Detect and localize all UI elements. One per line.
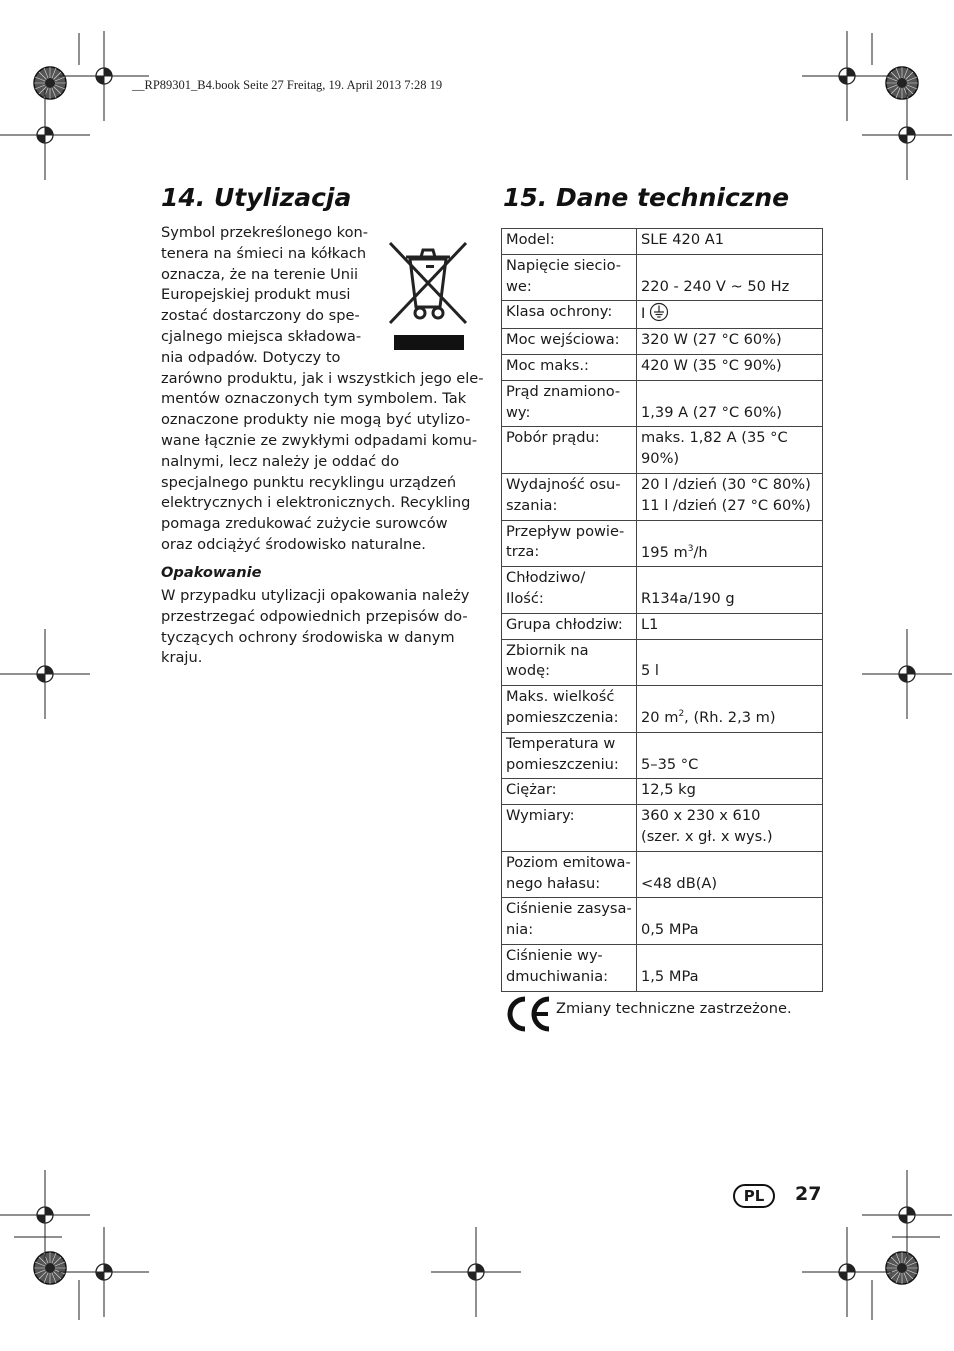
- spec-value-suffix: /h: [693, 543, 708, 561]
- table-row: [502, 427, 823, 474]
- spec-label-text: Model:: [506, 231, 555, 248]
- table-row: [502, 567, 823, 614]
- spec-value: [637, 613, 823, 639]
- spec-value-line: 360 x 230 x 610: [641, 807, 761, 825]
- spec-value: [637, 898, 823, 945]
- table-row: [502, 686, 823, 733]
- disposal-text-line: pomaga zredukować zużycie surowców: [161, 515, 448, 533]
- spec-value: [637, 639, 823, 686]
- spec-value-line: 20 l /dzień (30 °C 80%): [641, 475, 811, 493]
- spec-label-line: szania:: [506, 496, 558, 514]
- spec-value: [637, 686, 823, 733]
- spec-value-text: 5–35 °C: [641, 755, 699, 773]
- spec-value-text: L1: [641, 615, 659, 633]
- section-15-title: 15. Dane techniczne: [503, 183, 790, 212]
- spec-label: [502, 427, 637, 474]
- spec-value-line: (szer. x gł. x wys.): [641, 827, 773, 845]
- spec-label: [502, 354, 637, 380]
- packaging-text-line: W przypadku utylizacji opakowania należy: [161, 587, 470, 604]
- spec-value-line: 90%): [641, 450, 680, 468]
- spec-label: [502, 686, 637, 733]
- table-row: [502, 639, 823, 686]
- spec-label-text: Moc wejściowa:: [506, 331, 620, 349]
- spec-label-line: we:: [506, 277, 532, 295]
- crossed-out-bin-icon: [388, 237, 468, 351]
- spec-value: [637, 473, 823, 520]
- packaging-paragraph: [161, 586, 469, 669]
- page-number: 27: [795, 1183, 822, 1205]
- table-row: [502, 329, 823, 355]
- spec-label-line: Poziom emitowa-: [506, 853, 631, 871]
- spec-label-line: Wydajność osu-: [506, 475, 621, 493]
- spec-value-text: 420 W (35 °C 90%): [641, 356, 782, 374]
- spec-value-text: 1,39 A (27 °C 60%): [641, 403, 782, 421]
- spec-label-line: Ilość:: [506, 589, 544, 607]
- spec-value-text: I: [641, 305, 646, 323]
- spec-value: [637, 567, 823, 614]
- spec-value: [637, 254, 823, 301]
- disposal-text-line: tenera na śmieci na kółkach: [161, 244, 367, 262]
- spec-value: [637, 732, 823, 779]
- spec-label: [502, 805, 637, 852]
- table-row: [502, 354, 823, 380]
- spec-value-line: 11 l /dzień (27 °C 60%): [641, 496, 811, 514]
- spec-value-text: R134a/190 g: [641, 589, 735, 607]
- disposal-text-line: mentów oznaczonych tym symbolem. Tak: [161, 390, 467, 408]
- spec-label-line: nia:: [506, 921, 534, 939]
- spec-label-line: Napięcie siecio-: [506, 256, 622, 274]
- ce-mark-icon: [503, 995, 553, 1033]
- spec-value-text: 0,5 MPa: [641, 921, 699, 939]
- disposal-text-line: cjalnego miejsca składowa-: [161, 327, 362, 345]
- disposal-text-line: zostać dostarczony do spe-: [161, 307, 360, 325]
- spec-label: [502, 732, 637, 779]
- spec-label: [502, 944, 637, 991]
- spec-label: [502, 229, 637, 255]
- spec-label: [502, 898, 637, 945]
- spec-label-line: nego hałasu:: [506, 874, 601, 892]
- spec-value-text: 5 l: [641, 662, 659, 680]
- spec-value: [637, 851, 823, 898]
- spec-label: [502, 851, 637, 898]
- spec-label-text: Ciężar:: [506, 781, 557, 799]
- spec-value: [637, 380, 823, 427]
- spec-label: [502, 473, 637, 520]
- table-row: [502, 301, 823, 329]
- spec-label-line: Prąd znamiono-: [506, 382, 621, 400]
- spec-value-text: 1,5 MPa: [641, 967, 699, 985]
- spec-label-line: pomieszczenia:: [506, 708, 619, 726]
- disposal-text-line: oznacza, że na terenie Unii: [161, 265, 359, 283]
- spec-label-line: Temperatura w: [506, 734, 616, 752]
- spec-label-text: Wymiary:: [506, 807, 575, 825]
- language-badge: PL: [733, 1184, 775, 1208]
- spec-label-line: Chłodziwo/: [506, 569, 586, 587]
- spec-value-text: SLE 420 A1: [641, 231, 725, 248]
- table-row: [502, 851, 823, 898]
- disposal-text-line: Symbol przekreślonego kon-: [161, 224, 369, 241]
- table-row: [502, 613, 823, 639]
- spec-value-text: 195 m: [641, 543, 688, 561]
- table-row: [502, 898, 823, 945]
- table-row: [502, 380, 823, 427]
- print-header: __RP89301_B4.book Seite 27 Freitag, 19. April 2013 7:28 19: [132, 78, 443, 92]
- technical-data-table: [501, 228, 823, 992]
- packaging-text-line: tyczących ochrony środowiska w danym: [161, 628, 455, 646]
- packaging-subheading: Opakowanie: [161, 564, 262, 581]
- spec-label: [502, 639, 637, 686]
- ground-symbol-icon: [649, 302, 669, 322]
- disposal-text-line: specjalnego punktu recyklingu urządzeń: [161, 473, 457, 491]
- spec-label-line: Maks. wielkość: [506, 688, 615, 706]
- spec-value-text: 220 - 240 V ~ 50 Hz: [641, 277, 790, 295]
- ce-note: Zmiany techniczne zastrzeżone.: [556, 1000, 792, 1017]
- spec-value: [637, 354, 823, 380]
- spec-value: [637, 329, 823, 355]
- spec-value-suffix: , (Rh. 2,3 m): [684, 708, 776, 726]
- table-row: [502, 805, 823, 852]
- disposal-text-line: wane łącznie ze zwykłymi odpadami komu-: [161, 431, 478, 449]
- section-14-title: 14. Utylizacja: [161, 183, 352, 212]
- spec-label-text: Grupa chłodziw:: [506, 615, 623, 633]
- spec-value: [637, 301, 823, 329]
- spec-label-text: Pobór prądu:: [506, 429, 600, 447]
- spec-value-text: 20 m: [641, 708, 679, 726]
- spec-label-line: wy:: [506, 403, 531, 421]
- spec-label-text: Klasa ochrony:: [506, 303, 613, 321]
- spec-value-text: 320 W (27 °C 60%): [641, 331, 782, 349]
- disposal-text-line: nalnymi, lecz należy je oddać do: [161, 452, 400, 470]
- spec-label: [502, 779, 637, 805]
- disposal-text-line: oraz odciążyć środowisko naturalne.: [161, 535, 426, 553]
- spec-label: [502, 520, 637, 567]
- spec-label: [502, 254, 637, 301]
- spec-value: [637, 805, 823, 852]
- spec-label: [502, 613, 637, 639]
- spec-label: [502, 301, 637, 329]
- packaging-text-line: kraju.: [161, 649, 203, 667]
- spec-value: [637, 520, 823, 567]
- spec-value-text: 12,5 kg: [641, 781, 696, 799]
- packaging-text-line: przestrzegać odpowiednich przepisów do-: [161, 607, 468, 625]
- spec-label-text: Moc maks.:: [506, 356, 589, 374]
- table-row: [502, 520, 823, 567]
- spec-label-line: trza:: [506, 543, 540, 561]
- table-row: [502, 254, 823, 301]
- spec-value-line: maks. 1,82 A (35 °C: [641, 429, 788, 447]
- spec-value-superscript: 3: [687, 543, 694, 554]
- spec-value: [637, 779, 823, 805]
- table-row: [502, 732, 823, 779]
- spec-value-superscript: 2: [678, 709, 685, 720]
- spec-label-line: pomieszczeniu:: [506, 755, 619, 773]
- spec-label-line: Przepływ powie-: [506, 522, 625, 540]
- disposal-text-line: oznaczone produkty nie mogą być utylizo-: [161, 411, 471, 429]
- disposal-text-line: elektrycznych i elektronicznych. Recykling: [161, 494, 471, 512]
- spec-label-line: dmuchiwania:: [506, 967, 609, 985]
- spec-value: [637, 944, 823, 991]
- spec-label: [502, 329, 637, 355]
- spec-label: [502, 380, 637, 427]
- spec-label: [502, 567, 637, 614]
- disposal-text-line: nia odpadów. Dotyczy to: [161, 348, 341, 366]
- spec-value: [637, 427, 823, 474]
- table-row: [502, 779, 823, 805]
- spec-value-text: <48 dB(A): [641, 874, 718, 892]
- disposal-text-line: zarówno produktu, jak i wszystkich jego ele-: [161, 369, 484, 387]
- disposal-text-line: Europejskiej produkt musi: [161, 286, 351, 304]
- table-row: [502, 944, 823, 991]
- spec-value: [637, 229, 823, 255]
- table-row: [502, 473, 823, 520]
- table-row: [502, 229, 823, 255]
- spec-label-line: Ciśnienie wy-: [506, 946, 603, 964]
- spec-label-text: Zbiornik na wodę:: [506, 641, 589, 680]
- spec-label-line: Ciśnienie zasysa-: [506, 900, 632, 918]
